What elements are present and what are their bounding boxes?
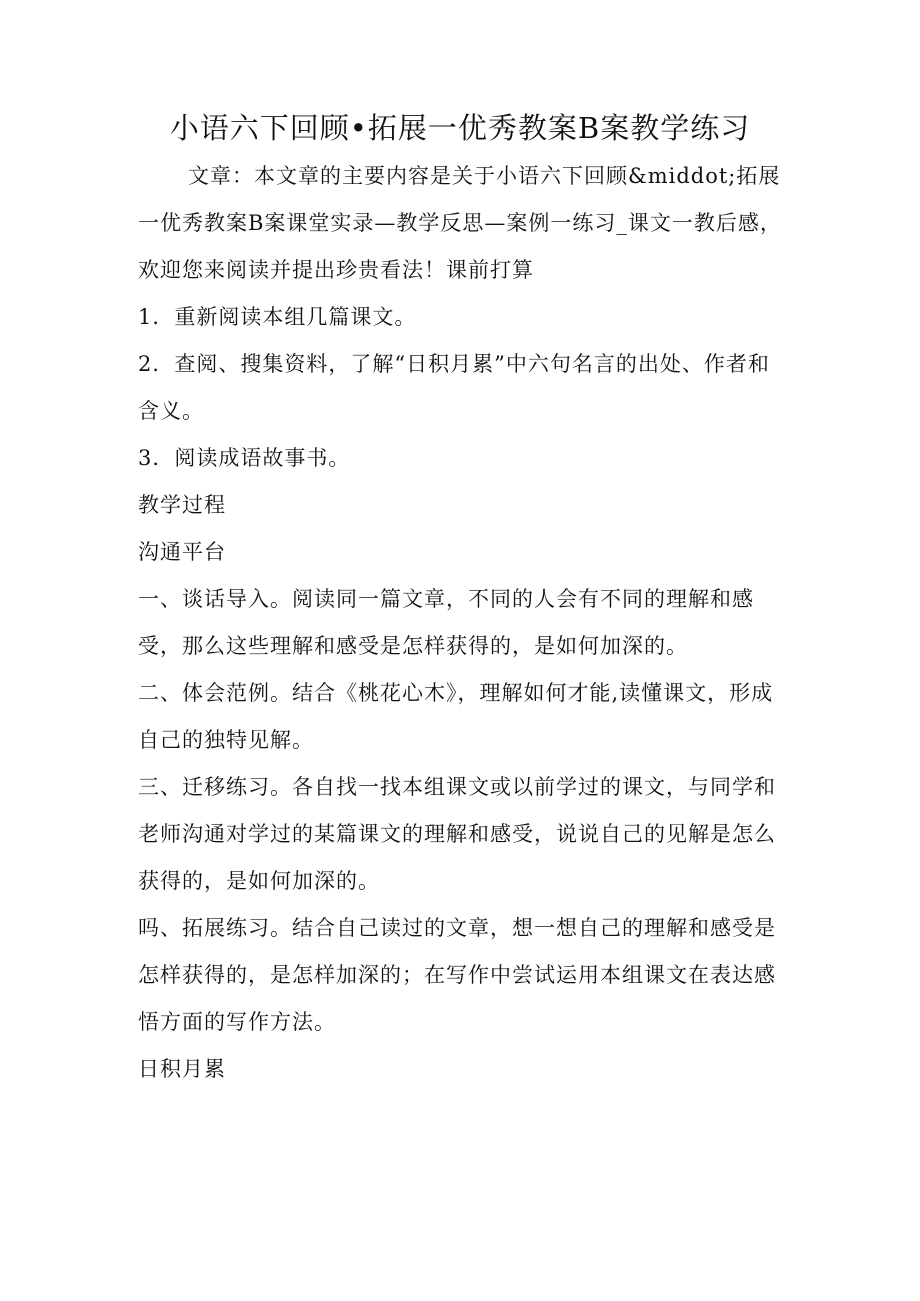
step-3-paragraph: 三、迁移练习。各自找一找本组课文或以前学过的课文，与同学和老师沟通对学过的某篇课文的理解和感受，说说自己的见解是怎么获得的，是如何加深的。 bbox=[138, 775, 776, 893]
section-heading-teaching-process: 教学过程 bbox=[138, 493, 226, 517]
step-4-paragraph: 吗、拓展练习。结合自己读过的文章，想一想自己的理解和感受是怎样获得的，是怎样加深的；在写作中尝试运用本组课文在表达感悟方面的写作方法。 bbox=[138, 916, 776, 1034]
prep-item-1: 1．重新阅读本组几篇课文。 bbox=[138, 305, 417, 329]
document-body bbox=[138, 153, 788, 1093]
section-heading-daily-accumulation: 日积月累 bbox=[138, 1057, 226, 1081]
step-2-paragraph: 二、体会范例。结合《桃花心木》，理解如何才能,读懂课文，形成自己的独特见解。 bbox=[138, 681, 774, 752]
step-1-paragraph: 一、谈话导入。阅读同一篇文章，不同的人会有不同的理解和感受，那么这些理解和感受是怎样获得的，是如何加深的。 bbox=[138, 587, 754, 658]
section-heading-communication-platform: 沟通平台 bbox=[138, 540, 226, 564]
prep-item-3: 3．阅读成语故事书。 bbox=[138, 446, 351, 470]
prep-item-2: 2．查阅、搜集资料，了解“日积月累”中六句名言的出处、作者和含义。 bbox=[138, 352, 770, 423]
intro-paragraph: 文章：本文章的主要内容是关于小语六下回顾&middot;拓展一优秀教案B案课堂实录—教学反思—案例一练习_课文一教后感，欢迎您来阅读并提出珍贵看法！课前打算 bbox=[138, 164, 782, 282]
document-title: 小语六下回顾•拓展一优秀教案B案教学练习 bbox=[169, 111, 751, 145]
